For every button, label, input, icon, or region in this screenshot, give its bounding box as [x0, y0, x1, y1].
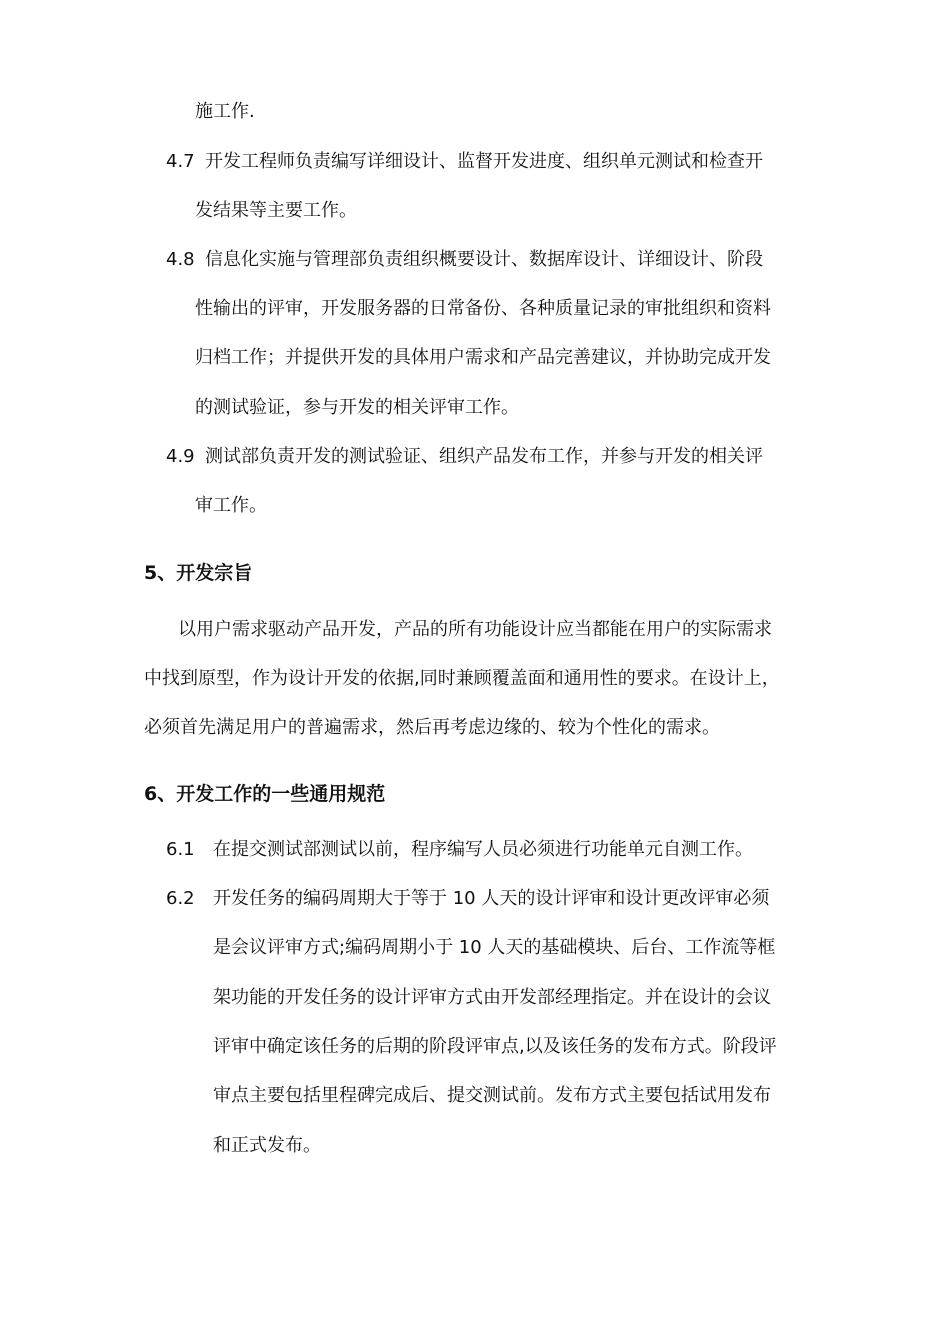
section-heading-6: 6、开发工作的一些通用规范	[144, 783, 386, 805]
list-item-number: 6.2	[166, 888, 195, 909]
item-4-6-tail: 施工作.	[195, 101, 255, 122]
list-item-text: 归档工作；并提供开发的具体用户需求和产品完善建议，并协助完成开发	[195, 347, 771, 368]
list-item-text: 发结果等主要工作。	[195, 200, 357, 221]
list-item-text: 在提交测试部测试以前，程序编写人员必须进行功能单元自测工作。	[213, 839, 753, 860]
list-item-number: 4.7	[166, 151, 195, 172]
list-item-number: 4.9	[166, 446, 195, 467]
list-item-text: 架功能的开发任务的设计评审方式由开发部经理指定。并在设计的会议	[213, 987, 771, 1008]
list-item-text: 是会议评审方式;编码周期小于 10 人天的基础模块、后台、工作流等框	[213, 937, 776, 958]
list-item-text: 的测试验证，参与开发的相关评审工作。	[195, 397, 519, 418]
list-item-number: 4.8	[166, 249, 195, 270]
list-item-text: 开发工程师负责编写详细设计、监督开发进度、组织单元测试和检查开	[205, 151, 763, 172]
list-item-text: 审工作。	[195, 495, 267, 516]
list-item-text: 审点主要包括里程碑完成后、提交测试前。发布方式主要包括试用发布	[213, 1085, 771, 1106]
list-item-number: 6.1	[166, 839, 195, 860]
paragraph-line: 必须首先满足用户的普遍需求，然后再考虑边缘的、较为个性化的需求。	[144, 717, 720, 738]
list-item-text: 开发任务的编码周期大于等于 10 人天的设计评审和设计更改评审必须	[213, 888, 770, 909]
list-item-text: 信息化实施与管理部负责组织概要设计、数据库设计、详细设计、阶段	[205, 249, 763, 270]
paragraph-line: 中找到原型，作为设计开发的依据,同时兼顾覆盖面和通用性的要求。在设计上，	[144, 668, 780, 689]
section-heading-5: 5、开发宗旨	[144, 562, 253, 584]
list-item-text: 和正式发布。	[213, 1135, 321, 1156]
list-item-text: 性输出的评审，开发服务器的日常备份、各种质量记录的审批组织和资料	[195, 298, 771, 319]
paragraph-line: 以用户需求驱动产品开发，产品的所有功能设计应当都能在用户的实际需求	[178, 619, 772, 640]
list-item-text: 评审中确定该任务的后期的阶段评审点,以及该任务的发布方式。阶段评	[213, 1036, 777, 1057]
list-item-text: 测试部负责开发的测试验证、组织产品发布工作，并参与开发的相关评	[205, 446, 763, 467]
